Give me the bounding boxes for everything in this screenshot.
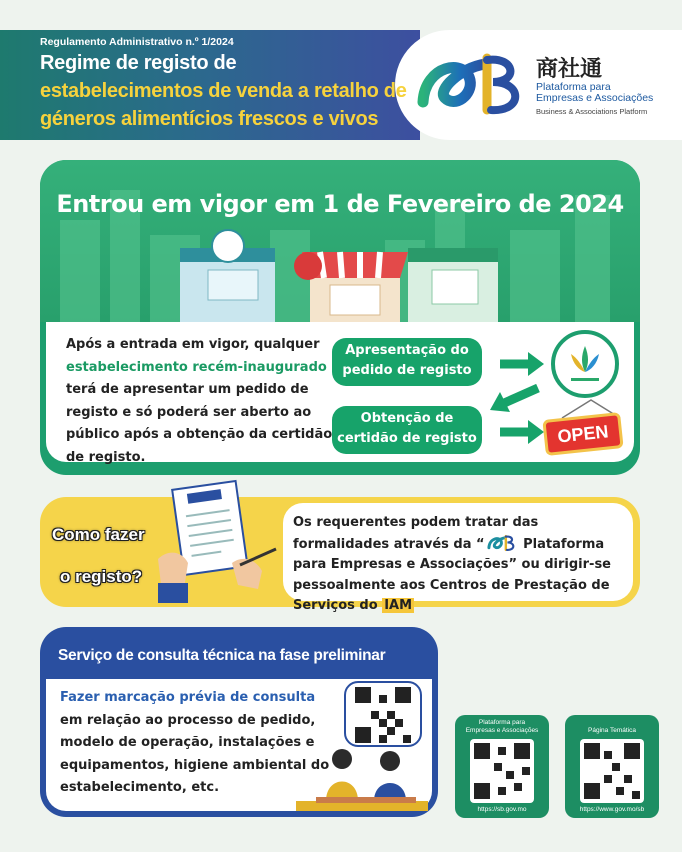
step-submit-application	[332, 338, 482, 386]
section-in-force	[40, 160, 640, 475]
in-force-body	[46, 322, 634, 465]
consultation-people-illustration	[296, 745, 428, 811]
how-to-label-line2: o registo?	[60, 567, 143, 586]
in-force-text-part1: Após a entrada em vigor, qualquer	[66, 337, 320, 352]
brand-pt-line1: Plataforma para	[536, 81, 611, 93]
qr-code-icon	[355, 687, 411, 743]
qr-card-url[interactable]: https://www.gov.mo/sb	[579, 806, 645, 813]
brand-pt-line2: Empresas e Associações	[536, 92, 654, 104]
city-skyline-illustration	[40, 160, 640, 322]
form-clipboard-illustration	[158, 479, 288, 603]
consultation-text	[60, 687, 330, 800]
consultation-text-part2: em relação ao processo de pedido, modelo de operação, instalações e equipamentos, higiene ambiental do estabelecimento, etc.	[60, 712, 330, 795]
page-title-line2: estabelecimentos de venda a retalho de	[40, 80, 407, 102]
consultation-qr-bubble[interactable]	[344, 681, 422, 747]
qr-card-label-line1: Plataforma para	[478, 719, 526, 726]
in-force-text	[66, 334, 336, 469]
qr-code-icon	[470, 739, 534, 803]
regulation-label: Regulamento Administrativo n.º 1/2024	[40, 36, 234, 48]
arrow-left-down-icon	[488, 384, 542, 414]
brand-name-zh: 商社通	[536, 57, 603, 82]
platform-logo-icon	[415, 50, 530, 118]
arrow-right-icon	[498, 352, 544, 376]
arrow-right-icon	[498, 420, 544, 444]
qr-card-label-line1: Página Temática	[588, 727, 636, 734]
platform-logo-icon	[485, 534, 519, 552]
step-obtain-line1: Obtenção de	[360, 411, 454, 426]
step-submit-line1: Apresentação do	[345, 343, 469, 358]
iam-highlight: IAM	[384, 598, 413, 613]
qr-card-thematic-page[interactable]	[565, 715, 659, 818]
in-force-text-highlight: estabelecimento recém-inaugurado	[66, 359, 327, 375]
open-sign: OPEN	[542, 412, 623, 456]
step-obtain-certificate	[332, 406, 482, 454]
qr-code-icon	[580, 739, 644, 803]
in-force-title: Entrou em vigor em 1 de Fevereiro de 2024	[56, 190, 624, 218]
consultation-heading: Serviço de consulta técnica na fase preliminar	[50, 639, 428, 673]
step-obtain-line2: certidão de registo	[337, 431, 477, 446]
section-how-to-register	[40, 497, 640, 613]
how-to-text-part2: Plataforma para Empresas e Associações” ou dirigir-se pessoalmente aos Centros de Prestação de Serviços do	[293, 536, 611, 613]
in-force-text-part2: terá de apresentar um pedido de registo e só poderá ser aberto ao público após a obtenção da certidão de registo.	[66, 382, 333, 465]
how-to-body	[283, 503, 633, 613]
certificate-seal-icon	[551, 330, 619, 398]
consultation-text-highlight[interactable]: Fazer marcação prévia de consulta	[60, 690, 316, 705]
page-title-line1: Regime de registo de	[40, 52, 237, 74]
qr-card-label	[565, 727, 659, 735]
brand-name-pt	[536, 82, 653, 104]
how-to-label-line1: Como fazer	[52, 525, 145, 544]
consultation-body	[46, 679, 432, 811]
qr-card-url[interactable]: https://sb.gov.mo	[477, 806, 527, 813]
page-title-line3: géneros alimentícios frescos e vivos	[40, 108, 379, 130]
section-technical-consultation	[40, 627, 438, 817]
city-banner	[40, 160, 640, 322]
qr-card-platform[interactable]	[455, 715, 549, 818]
qr-card-label	[455, 719, 549, 735]
how-to-text-part1: Os requerentes podem tratar das formalidades através da “	[293, 515, 539, 552]
qr-card-label-line2: Empresas e Associações	[465, 727, 539, 734]
how-to-text	[293, 513, 631, 617]
brand-name-en: Business & Associations Platform	[536, 107, 648, 116]
step-submit-line2: pedido de registo	[342, 363, 472, 378]
header	[0, 0, 682, 140]
